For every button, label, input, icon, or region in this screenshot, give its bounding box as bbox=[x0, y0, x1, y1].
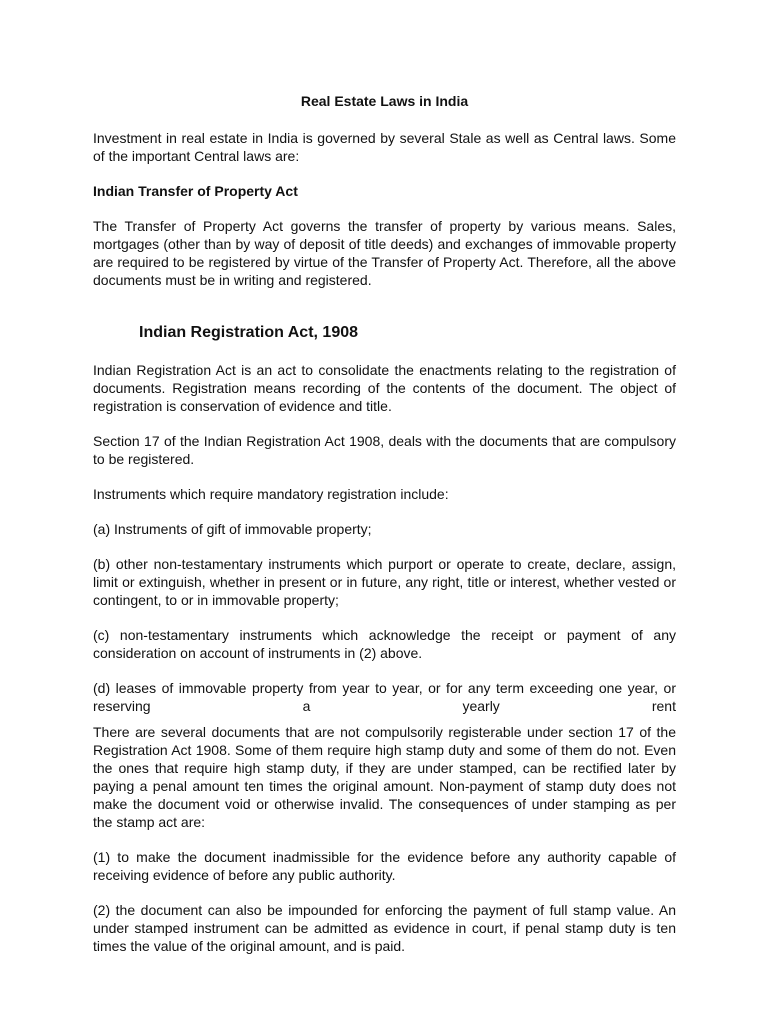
registration-act-paragraph-3: Instruments which require mandatory registration include: bbox=[93, 486, 449, 502]
stamp-duty-paragraph: There are several documents that are not compulsorily registerable under section 17 of the Registration Act 1908. Some of them require high stamp duty and some of them do not. Even the ones that require high stamp duty, if they are under stamped, can be rectified later by paying a penal amount ten times the original amount. Non-payment of stamp duty does not make the document void or otherwise invalid. The consequences of under stamping as per the stamp act are: bbox=[93, 724, 676, 830]
document-title: Real Estate Laws in India bbox=[300, 93, 469, 109]
registration-act-paragraph-1: Indian Registration Act is an act to consolidate the enactments relating to the registration of documents. Registration means recording of the contents of the document. The object of registration is conservation of evidence and title. bbox=[93, 362, 676, 414]
transfer-of-property-paragraph: The Transfer of Property Act governs the transfer of property by various means. Sales, mortgages (other than by way of deposit of title deeds) and exchanges of immovable property are required to be registered by virtue of the Transfer of Property Act. Therefore, all the above documents must be in writing and registered. bbox=[93, 218, 676, 288]
list-item-a: (a) Instruments of gift of immovable property; bbox=[93, 521, 372, 537]
consequence-item-2: (2) the document can also be impounded for enforcing the payment of full stamp value. An under stamped instrument can be admitted as evidence in court, if penal stamp duty is ten times the value of the original amount, and is paid. bbox=[93, 902, 676, 954]
list-item-b: (b) other non-testamentary instruments which purport or operate to create, declare, assign, limit or extinguish, whether in present or in future, any right, title or interest, whether vested or contingent, to or in immovable property; bbox=[93, 556, 676, 608]
section-heading-registration-act: Indian Registration Act, 1908 bbox=[139, 324, 359, 341]
list-item-d: (d) leases of immovable property from year to year, or for any term exceeding one year, or reserving a yearly rent bbox=[93, 680, 676, 714]
document-page bbox=[93, 92, 676, 955]
section-heading-transfer-of-property: Indian Transfer of Property Act bbox=[93, 183, 298, 199]
list-item-c: (c) non-testamentary instruments which acknowledge the receipt or payment of any consideration on account of instruments in (2) above. bbox=[93, 627, 676, 661]
consequence-item-1: (1) to make the document inadmissible for the evidence before any authority capable of receiving evidence of before any public authority. bbox=[93, 849, 676, 883]
registration-act-paragraph-2: Section 17 of the Indian Registration Act 1908, deals with the documents that are compulsory to be registered. bbox=[93, 433, 676, 467]
intro-paragraph: Investment in real estate in India is governed by several Stale as well as Central laws. Some of the important Central laws are: bbox=[93, 130, 676, 164]
